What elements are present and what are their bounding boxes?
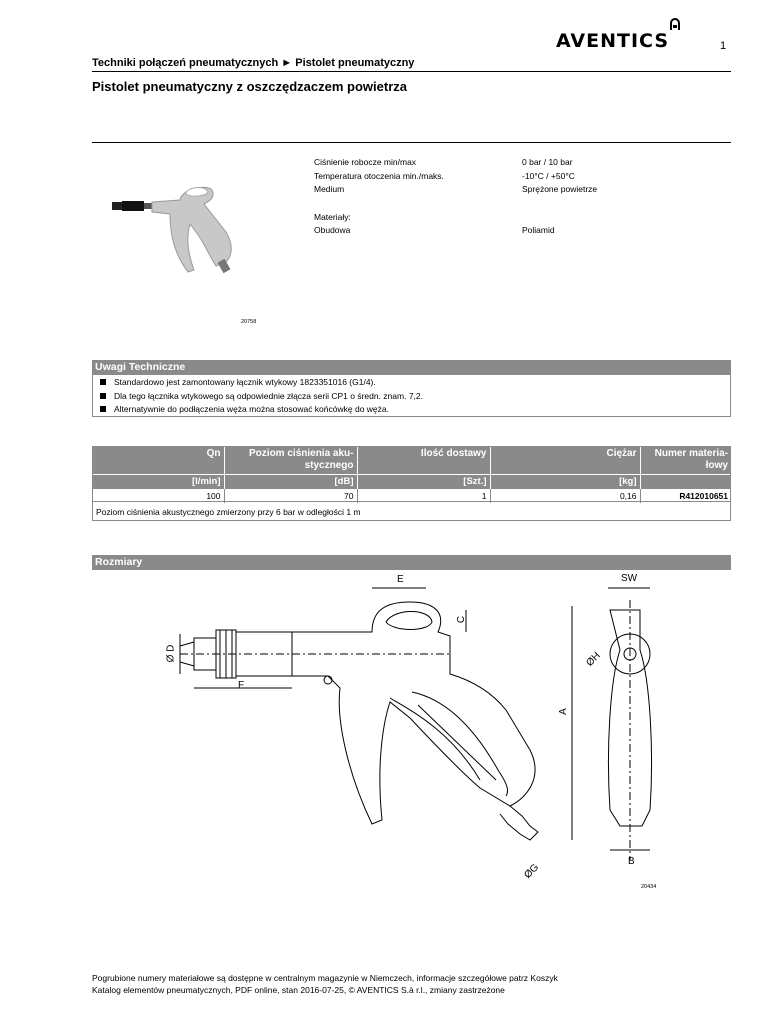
footer-line-2: Katalog elementów pneumatycznych, PDF online, stan 2016-07-25, © AVENTICS S.à r.l., zmiany zastrzeżone bbox=[92, 985, 505, 995]
title-divider bbox=[92, 142, 731, 143]
table-cell: 70 bbox=[224, 489, 357, 503]
spec-label: Temperatura otoczenia min./maks. bbox=[314, 170, 444, 181]
bullet-icon bbox=[100, 393, 106, 399]
footer-line-1: Pogrubione numery materiałowe są dostępne w centralnym magazynie w Niemczech, informacje szczegółowe patrz Koszyk bbox=[92, 973, 558, 983]
dim-label-f: F bbox=[238, 680, 245, 691]
list-item: Dla tego łącznika wtykowego są odpowiednie złącza serii CP1 o średn. znam. 7,2. bbox=[100, 390, 423, 403]
spec-label: Ciśnienie robocze min/max bbox=[314, 157, 417, 167]
materials-heading: Materiały: bbox=[314, 211, 351, 222]
dimensions-heading: Rozmiary bbox=[92, 555, 731, 570]
bullet-icon bbox=[100, 379, 106, 385]
unit-header: [kg] bbox=[490, 475, 640, 490]
column-header: Ilość dostawy bbox=[357, 446, 490, 475]
logo-mark-icon bbox=[669, 18, 681, 32]
spec-label: Obudowa bbox=[314, 225, 351, 235]
spec-value: 0 bar / 10 bar bbox=[522, 157, 573, 167]
unit-header: [dB] bbox=[224, 475, 357, 490]
table-cell: R412010651 bbox=[679, 491, 728, 501]
spec-row bbox=[314, 170, 714, 184]
dim-label-e: E bbox=[397, 574, 404, 585]
spec-row bbox=[314, 156, 714, 170]
dim-label-h: ØH bbox=[584, 650, 603, 669]
dim-label-a: A bbox=[557, 708, 569, 715]
column-header: Numer materia- łowy bbox=[640, 446, 731, 475]
drawing-code: 20434 bbox=[641, 884, 657, 890]
brand-name: AVENTICS bbox=[556, 30, 670, 52]
column-header: Qn bbox=[92, 446, 224, 475]
column-header: Poziom ciśnienia aku- stycznego bbox=[224, 446, 357, 475]
spec-row bbox=[314, 183, 714, 197]
list-item: Alternatywnie do podłączenia węża można stosować końcówkę do węża. bbox=[100, 403, 389, 416]
tech-notes-heading: Uwagi Techniczne bbox=[92, 360, 731, 375]
page-number: 1 bbox=[720, 40, 727, 52]
list-item: Standardowo jest zamontowany łącznik wtykowy 1823351016 (G1/4). bbox=[100, 376, 376, 389]
dim-label-g: ØG bbox=[522, 862, 542, 881]
table-cell: 100 bbox=[92, 489, 224, 503]
unit-header: [Szt.] bbox=[357, 475, 490, 490]
spec-value: Sprężone powietrze bbox=[522, 184, 598, 194]
table-cell: 1 bbox=[357, 489, 490, 503]
dim-label-b: B bbox=[628, 856, 635, 867]
table-footnote: Poziom ciśnienia akustycznego zmierzony przy 6 bar w odległości 1 m bbox=[96, 507, 361, 517]
dim-label-c: C bbox=[456, 615, 468, 624]
product-image-code: 20758 bbox=[241, 319, 257, 325]
dim-label-d: Ø D bbox=[165, 644, 177, 663]
table-cell: 0,16 bbox=[490, 489, 640, 503]
spec-value: -10°C / +50°C bbox=[522, 170, 575, 181]
page-title: Pistolet pneumatyczny z oszczędzaczem powietrza bbox=[92, 79, 407, 94]
spec-row bbox=[314, 224, 714, 238]
product-image bbox=[108, 180, 248, 280]
spec-list bbox=[314, 156, 714, 238]
brand-logo bbox=[556, 30, 686, 56]
header-divider bbox=[92, 71, 731, 72]
dimension-drawing bbox=[150, 570, 670, 900]
column-header: Ciężar bbox=[490, 446, 640, 475]
bullet-icon bbox=[100, 406, 106, 412]
unit-header: [l/min] bbox=[92, 475, 224, 490]
table-outline bbox=[92, 446, 731, 502]
dim-label-sw: SW bbox=[621, 573, 638, 584]
spec-value: Poliamid bbox=[522, 225, 555, 235]
breadcrumb: Techniki połączeń pneumatycznych ► Pistolet pneumatyczny bbox=[92, 57, 415, 69]
spec-label: Medium bbox=[314, 184, 345, 194]
